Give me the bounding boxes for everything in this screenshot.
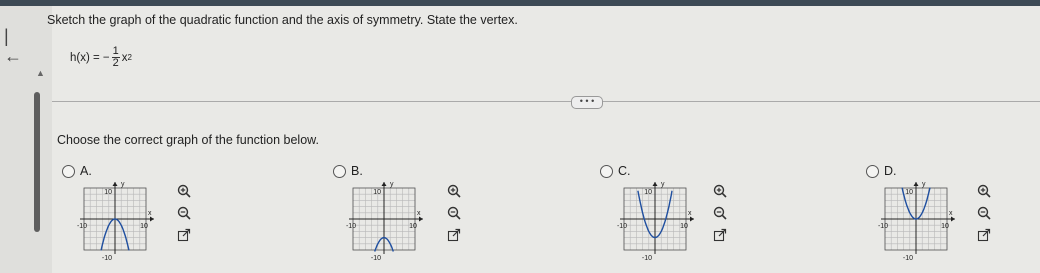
scrollbar[interactable] <box>34 92 40 232</box>
y-axis-label: y <box>922 181 926 188</box>
choose-prompt: Choose the correct graph of the function below. <box>57 133 319 147</box>
zoom-in-icon[interactable] <box>446 183 462 199</box>
option-b-label: B. <box>351 164 363 178</box>
function-exponent: 2 <box>127 53 132 62</box>
external-link-icon[interactable] <box>712 227 728 243</box>
y-tick-bottom: -10 <box>902 255 913 262</box>
graph-d <box>873 178 973 273</box>
graph-c <box>612 178 712 273</box>
section-divider <box>52 101 1040 102</box>
zoom-out-icon[interactable] <box>446 205 462 221</box>
x-tick-left: -10 <box>877 223 889 230</box>
y-tick-bottom: -10 <box>101 255 112 262</box>
x-tick-right: 10 <box>140 223 148 230</box>
back-arrow-icon[interactable]: |← <box>4 26 22 66</box>
fraction-denominator: 2 <box>112 57 119 69</box>
y-axis-label: y <box>661 181 665 188</box>
x-axis-label: x <box>148 210 152 217</box>
option-d-label: D. <box>884 164 897 178</box>
fraction <box>112 46 120 69</box>
zoom-in-icon[interactable] <box>976 183 992 199</box>
question-text: Sketch the graph of the quadratic function and the axis of symmetry. State the vertex. <box>47 13 518 27</box>
x-axis-arrow <box>419 217 423 222</box>
radio-circle[interactable] <box>333 165 346 178</box>
option-b-radio[interactable] <box>333 164 363 178</box>
y-axis-arrow <box>382 182 387 186</box>
zoom-out-icon[interactable] <box>976 205 992 221</box>
y-axis-arrow <box>914 182 919 186</box>
graph-c-tools <box>712 183 728 243</box>
external-link-icon[interactable] <box>976 227 992 243</box>
x-axis-arrow <box>690 217 694 222</box>
y-axis-label: y <box>390 181 394 188</box>
zoom-out-icon[interactable] <box>176 205 192 221</box>
x-axis-label: x <box>688 210 692 217</box>
y-tick-top: 10 <box>905 189 913 196</box>
graph-a-tools <box>176 183 192 243</box>
y-tick-top: 10 <box>104 189 112 196</box>
x-tick-left: -10 <box>345 223 357 230</box>
external-link-icon[interactable] <box>176 227 192 243</box>
zoom-in-icon[interactable] <box>712 183 728 199</box>
x-tick-right: 10 <box>941 223 949 230</box>
more-button[interactable]: • • • <box>571 96 603 109</box>
x-tick-right: 10 <box>680 223 688 230</box>
y-axis-arrow <box>113 182 118 186</box>
y-tick-top: 10 <box>373 189 381 196</box>
option-a-label: A. <box>80 164 92 178</box>
option-c-radio[interactable] <box>600 164 631 178</box>
graph-d-tools <box>976 183 992 243</box>
function-lhs: h(x) = − <box>70 51 110 64</box>
zoom-out-icon[interactable] <box>712 205 728 221</box>
option-a-radio[interactable] <box>62 164 92 178</box>
y-axis-arrow <box>653 182 658 186</box>
y-tick-bottom: -10 <box>641 255 652 262</box>
option-d-radio[interactable] <box>866 164 897 178</box>
top-bar <box>0 0 1040 6</box>
option-c-label: C. <box>618 164 631 178</box>
y-tick-top: 10 <box>644 189 652 196</box>
function-expression <box>70 46 132 69</box>
graph-b-tools <box>446 183 462 243</box>
external-link-icon[interactable] <box>446 227 462 243</box>
x-axis-arrow <box>150 217 154 222</box>
radio-circle[interactable] <box>866 165 879 178</box>
y-axis-label: y <box>121 181 125 188</box>
function-variable: x <box>121 51 128 64</box>
graph-a <box>72 178 172 273</box>
radio-circle[interactable] <box>62 165 75 178</box>
y-tick-bottom: -10 <box>370 255 381 262</box>
x-axis-label: x <box>949 210 953 217</box>
graph-b <box>341 178 441 273</box>
radio-circle[interactable] <box>600 165 613 178</box>
x-tick-left: -10 <box>76 223 88 230</box>
x-axis-arrow <box>951 217 955 222</box>
x-tick-left: -10 <box>616 223 628 230</box>
fraction-numerator: 1 <box>112 45 119 57</box>
x-tick-right: 10 <box>409 223 417 230</box>
zoom-in-icon[interactable] <box>176 183 192 199</box>
scroll-up-icon[interactable]: ▲ <box>36 68 45 78</box>
x-axis-label: x <box>417 210 421 217</box>
